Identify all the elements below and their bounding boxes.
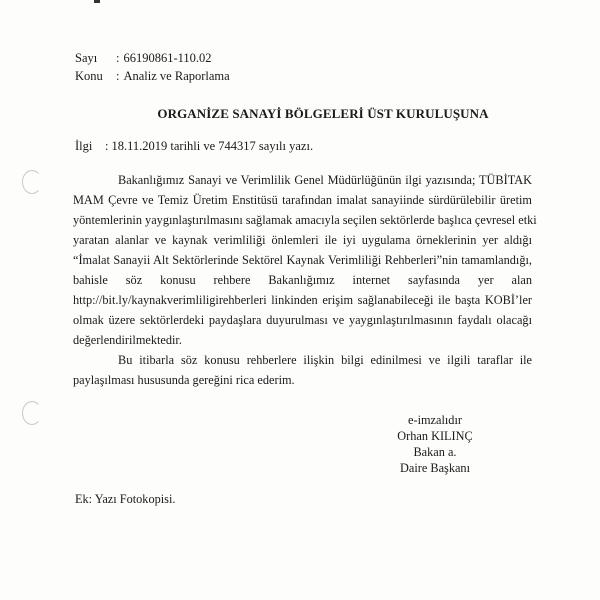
colon: :: [105, 139, 109, 153]
reference-number-row: [75, 50, 212, 66]
paragraph-line: yöntemlerinin yaygınlaştırılmasını sağlamak amacıyla seçilen sektörlerde başlıca çevresel etki: [73, 213, 537, 227]
colon: :: [116, 51, 120, 65]
addressee-text: ORGANİZE SANAYİ BÖLGELERİ ÜST KURULUŞUNA: [157, 106, 489, 121]
subject-row: [75, 68, 230, 84]
e-signature-note: e-imzalıdır: [408, 413, 462, 427]
signatory-name: Orhan KILINÇ: [397, 429, 473, 443]
subject-value: Analiz ve Raporlama: [123, 69, 230, 83]
body-paragraph-1: [73, 170, 537, 350]
paragraph-line: paylaşılması hususunda gereğini rica ederim.: [73, 373, 295, 387]
reference-value: 18.11.2019 tarihli ve 744317 sayılı yazı.: [111, 139, 314, 153]
body-paragraph-2: [73, 350, 532, 390]
paragraph-line: yaratan alanlar ve kaynak verimliliği önlemleri ile iyi uygulama örneklerinin yer aldığı: [73, 233, 532, 247]
paragraph-line: http://bit.ly/kaynakverimliligirehberleri linkinden erişim sağlanabileceği ile başta KOBİ’ler: [73, 293, 532, 307]
signature-block: [380, 412, 490, 476]
reference-number-label: Sayı: [75, 51, 98, 65]
signatory-role: Bakan a.: [413, 445, 457, 459]
reference-label: İlgi: [75, 139, 93, 153]
addressee-heading: [0, 106, 600, 122]
paragraph-line: Bakanlığımız Sanayi ve Verimlilik Genel Müdürlüğünün ilgi yazısında; TÜBİTAK: [118, 173, 532, 187]
paragraph-line: Bu itibarla söz konusu rehberlere ilişkin bilgi edinilmesi ve ilgili taraflar ile: [118, 353, 532, 367]
punch-hole-mark: [22, 401, 42, 425]
subject-label: Konu: [75, 69, 103, 83]
reference-row: [75, 139, 313, 154]
signatory-title: Daire Başkanı: [400, 461, 470, 475]
paragraph-line: MAM Çevre ve Temiz Üretim Enstitüsü tarafından imalat sanayiinde sürdürülebilir üretim: [73, 193, 532, 207]
paragraph-line: “İmalat Sanayii Alt Sektörlerinde Sektörel Kaynak Verimliliği Rehberleri”nin tamamlandığı,: [73, 253, 532, 267]
paragraph-line: değerlendirilmektedir.: [73, 333, 182, 347]
punch-hole-mark: [22, 170, 42, 194]
scan-mark: [94, 0, 100, 3]
reference-number-value: 66190861-110.02: [123, 51, 212, 65]
paragraph-line: bahisle söz konusu rehbere Bakanlığımız internet sayfasında yer alan: [73, 273, 532, 287]
colon: :: [116, 69, 120, 83]
attachment-note: Ek: Yazı Fotokopisi.: [75, 492, 176, 506]
paragraph-line: olmak üzere sektörlerdeki paydaşlara duyurulması ve yaygınlaştırılmasının faydalı olacağı: [73, 313, 532, 327]
